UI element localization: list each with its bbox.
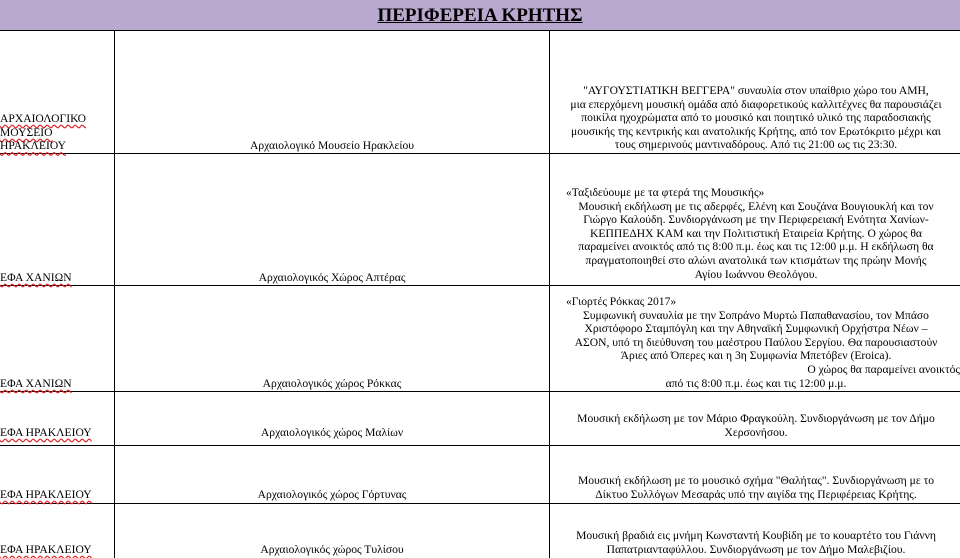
table-cell-place[interactable]: Αρχαιολογικός χώρος Τυλίσου <box>260 543 404 556</box>
table-cell-description[interactable]: Μουσική βραδιά εις μνήμη Κωνσταντή Κουβίδη με το κουαρτέτο του Γιάννη Παπατριανταφύλλου. Συνδιοργάνωση με τον Δήμο Μαλεβιζίου. <box>576 529 936 556</box>
table-cell-org[interactable]: ΕΦΑ ΗΡΑΚΛΕΙΟΥ <box>0 488 92 501</box>
row-divider <box>0 153 960 154</box>
table-cell-place[interactable]: Αρχαιολογικός χώρος Ρόκκας <box>262 377 402 390</box>
table-cell-place[interactable]: Αρχαιολογικό Μουσείο Ηρακλείου <box>250 139 414 152</box>
page-title: ΠΕΡΙΦΕΡΕΙΑ ΚΡΗΤΗΣ <box>377 5 583 26</box>
row-divider <box>0 391 960 392</box>
table-cell-place[interactable]: Αρχαιολογικός χώρος Γόρτυνας <box>257 488 407 501</box>
row-divider <box>0 445 960 446</box>
table-cell-org[interactable]: ΕΦΑ ΧΑΝΙΩΝ <box>0 377 72 390</box>
table-cell-description[interactable]: «Γιορτές Ρόκκας 2017» Συμφωνική συναυλία με την Σοπράνο Μυρτώ Παπαθανασίου, τον Μπάσο Χριστόφορο Σταμπόγλη και την Αθηναϊκή Συμφωνική Ορχήστρα Νέων – ΑΣΟΝ, υπό τη διεύθυνση του μαέστρου Παύλου Σεργίου. Θα παρουσιαστούν Άριες από Όπερες και η 3η Συμφωνία Μπετόβεν (Eroica). Ο χώρος θα παραμείνει ανοικτός από τις 8:00 π.μ. έως και τις 12:00 μ.μ. <box>566 295 960 390</box>
table-cell-org[interactable]: ΕΦΑ ΗΡΑΚΛΕΙΟΥ <box>0 426 92 439</box>
table-cell-description[interactable]: "ΑΥΓΟΥΣΤΙΑΤΙΚΗ ΒΕΓΓΕΡΑ" συναυλία στον υπαίθριο χώρο του ΑΜΗ, μια επερχόμενη μουσική ομάδα από διαφορετικούς καλλιτέχνες θα παρουσιάζει ποικίλα ηχοχρώματα από το μουσικό και ποιητικό υλικό της παραδοσιακής μουσικής της κεντρικής και ανατολικής Κρήτης, από τον Ερωτόκριτο μέχρι και τους σημερινούς μαντιναδόρους. Από τις 21:00 ως τις 23:30. <box>570 84 942 152</box>
table-cell-org[interactable]: ΕΦΑ ΧΑΝΙΩΝ <box>0 271 72 284</box>
table-cell-place[interactable]: Αρχαιολογικός χώρος Μαλίων <box>260 426 404 439</box>
title-bar <box>0 0 960 31</box>
table-cell-description[interactable]: Μουσική εκδήλωση με τον Μάριο Φραγκούλη. Συνδιοργάνωση με τον Δήμο Χερσονήσου. <box>577 412 935 439</box>
table-cell-org[interactable]: ΑΡΧΑΙΟΛΟΓΙΚΟ ΜΟΥΣΕΙΟ ΗΡΑΚΛΕΙΟΥ <box>0 112 87 153</box>
row-divider <box>0 285 960 286</box>
table-cell-place[interactable]: Αρχαιολογικός Χώρος Απτέρας <box>258 271 406 284</box>
column-divider <box>549 31 550 558</box>
table-cell-description[interactable]: Μουσική εκδήλωση με το μουσικό σχήμα "Θαλήτας". Συνδιοργάνωση με το Δίκτυο Συλλόγων Μεσαράς υπό την αιγίδα της Περιφέρειας Κρήτης. <box>577 474 935 501</box>
column-divider <box>114 31 115 558</box>
table-cell-org[interactable]: ΕΦΑ ΗΡΑΚΛΕΙΟΥ <box>0 543 92 556</box>
row-divider <box>0 503 960 504</box>
table-cell-description[interactable]: «Ταξιδεύουμε με τα φτερά της Μουσικής» Μουσική εκδήλωση με τις αδερφές, Ελένη και Σουζάνα Βουγιουκλή και τον Γιώργο Καλούδη. Συνδιοργάνωση με την Περιφερειακή Ενότητα Χανίων- ΚΕΠΠΕΔΗΧ ΚΑΜ και την Πολιτιστική Εταιρεία Κρήτης. Ο χώρος θα παραμείνει ανοικτός από τις 8:00 π.μ. έως και τις 12:00 μ.μ. Η εκδήλωση θα πραγματοποιηθεί στο αλώνι ανατολικά των κτισμάτων της πρώην Μονής Αγίου Ιωάννου Θεολόγου. <box>566 186 934 281</box>
